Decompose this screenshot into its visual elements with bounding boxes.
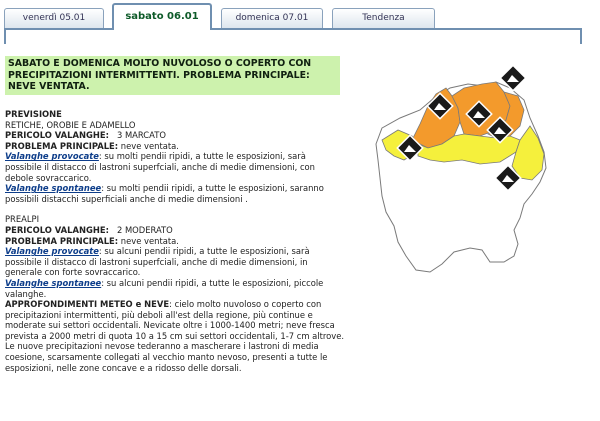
panel-border-left [4,30,6,44]
spontaneous-text: : su molti pendii ripidi, a tutte le esposizioni, saranno possibili distacchi superficiali anche di medie dimensioni . [5,183,324,204]
bulletin-headline: SABATO E DOMENICA MOLTO NUVOLOSO O COPERTO CON PRECIPITAZIONI INTERMITTENTI. PROBLEMA PRINCIPALE: NEVE VENTATA. [5,56,340,95]
bulletin-content [5,109,345,373]
tab-trend[interactable]: Tendenza [332,8,435,28]
spontaneous-label: Valanghe spontanee [5,277,102,288]
avalanche-danger-map [372,66,577,280]
danger-label: PERICOLO VALANGHE: [5,224,109,235]
prealpi-provoked [5,246,345,278]
previsione-danger [5,130,345,141]
day-tabs [0,0,600,32]
problem-label: PROBLEMA PRINCIPALE: [5,140,119,151]
provoked-text: : su molti pendii ripidi, a tutte le esposizioni, sarà possibile il distacco di lastroni superfciali, anche di medie dimensioni, con debole sovraccarico. [5,151,315,183]
previsione-heading: PREVISIONE [5,109,62,119]
previsione-problem [5,141,345,152]
danger-value: 3 MARCATO [116,130,166,141]
tabbar-border [4,28,582,30]
problem-label: PROBLEMA PRINCIPALE: [5,235,119,246]
panel-border-right [580,30,582,44]
prealpi-area: PREALPI [5,214,40,225]
danger-value: 2 MODERATO [116,224,173,235]
problem-value: neve ventata. [120,140,179,151]
previsione-area: RETICHE, OROBIE E ADAMELLO [5,119,136,130]
spontaneous-text: : su alcuni pendii ripidi, a tutte le esposizioni, piccole valanghe. [5,277,324,299]
prealpi-danger [5,225,345,236]
meteo-label: APPROFONDIMENTI METEO e NEVE [5,299,170,310]
prealpi-problem [5,236,345,247]
danger-label: PERICOLO VALANGHE: [5,130,109,141]
tab-friday[interactable]: venerdì 05.01 [4,8,104,28]
provoked-label: Valanghe provocate [5,246,99,257]
previsione-spontaneous [5,183,345,204]
provoked-text: : su alcuni pendii ripidi, a tutte le esposizioni, sarà possibile il distacco di lastroni superfciali, anche di medie dimensioni, in generale con forte sovraccarico. [5,246,310,278]
tab-sunday[interactable]: domenica 07.01 [221,8,323,28]
section-gap [5,204,345,214]
spontaneous-label: Valanghe spontanee [5,183,102,194]
tab-saturday[interactable]: sabato 06.01 [112,3,212,30]
prealpi-spontaneous [5,278,345,299]
meteo-paragraph [5,299,345,373]
meteo-text: : cielo molto nuvoloso o coperto con precipitazioni intermittenti, più deboli all'est della regione, più continue e moderate sui settori occidentali. Nevicate oltre i 1000-1400 metri; neve fresca prevista a 2000 metri di quota 10 a 15 cm sui settori occidentali, 1-7 cm altrove. Le nuove precipitazioni nevose tederanno a mascherare i lastroni di media coesione, scarsamente collegati al vecchio manto nevoso, presenti a tutte le esposizioni, nelle zone concave e a ridosso delle dorsali. [5,299,345,373]
provoked-label: Valanghe provocate [5,151,99,162]
previsione-provoked [5,151,345,183]
problem-value: neve ventata. [120,235,179,246]
